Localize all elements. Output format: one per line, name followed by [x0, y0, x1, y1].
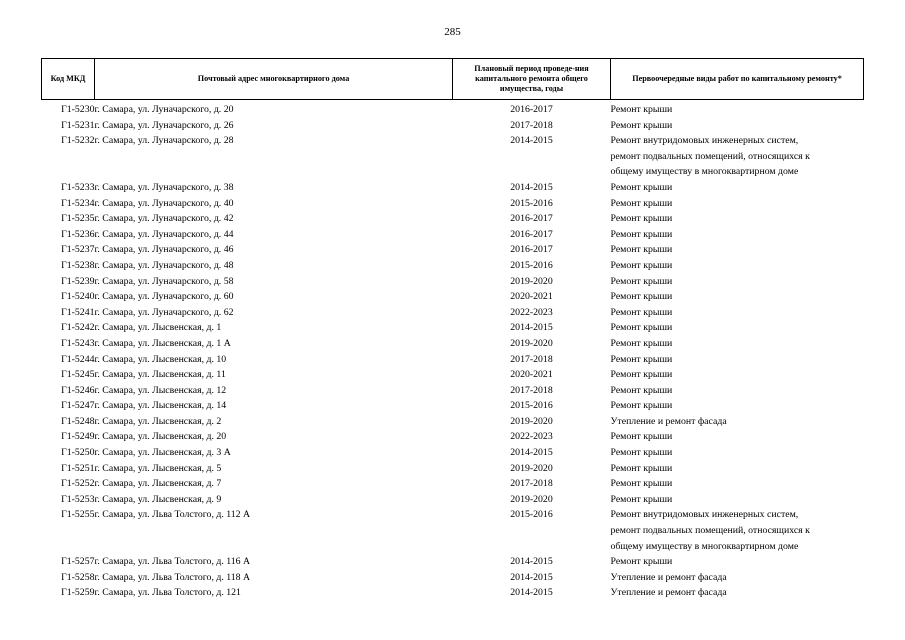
table-row	[42, 585, 864, 601]
work-line: Ремонт крыши	[610, 400, 673, 412]
row-period: 2014-2015	[510, 556, 553, 568]
row-code: Г1-5234	[61, 197, 95, 209]
row-period: 2014-2015	[510, 322, 553, 334]
work-line: ремонт подвальных помещений, относящихся к	[610, 525, 810, 537]
row-period: 2017-2018	[510, 384, 553, 396]
row-code: Г1-5236	[61, 228, 95, 240]
row-works	[611, 336, 864, 352]
row-code: Г1-5231	[61, 119, 95, 131]
work-line: общему имуществу в многоквартирном доме	[610, 166, 799, 178]
row-period: 2022-2023	[510, 306, 553, 318]
row-period: 2022-2023	[510, 431, 553, 443]
row-period: 2014-2015	[510, 135, 553, 147]
row-code: Г1-5238	[61, 259, 95, 271]
work-line: Ремонт крыши	[610, 259, 673, 271]
row-address: г. Самара, ул. Луначарского, д. 46	[94, 244, 234, 256]
row-period: 2015-2016	[510, 509, 553, 521]
table-row	[42, 100, 864, 118]
row-address: г. Самара, ул. Лысвенская, д. 3 А	[94, 447, 231, 459]
work-line: Ремонт внутридомовых инженерных систем,	[610, 135, 799, 147]
work-line: общему имуществу в многоквартирном доме	[610, 540, 799, 552]
row-works	[611, 352, 864, 368]
row-code: Г1-5259	[61, 587, 95, 599]
row-period: 2014-2015	[510, 571, 553, 583]
row-works	[611, 118, 864, 134]
work-line: Ремонт крыши	[610, 244, 673, 256]
work-line: Ремонт крыши	[610, 493, 673, 505]
row-period: 2016-2017	[510, 213, 553, 225]
row-code: Г1-5252	[61, 478, 95, 490]
row-code: Г1-5247	[61, 400, 95, 412]
row-address: г. Самара, ул. Лысвенская, д. 2	[94, 415, 222, 427]
table-row	[42, 414, 864, 430]
row-works	[611, 398, 864, 414]
row-works	[611, 414, 864, 430]
row-code: Г1-5243	[61, 337, 95, 349]
row-address: г. Самара, ул. Льва Толстого, д. 121	[94, 587, 241, 599]
row-code: Г1-5249	[61, 431, 95, 443]
work-line: Ремонт крыши	[610, 213, 673, 225]
work-line: Ремонт крыши	[610, 431, 673, 443]
work-line: Ремонт крыши	[610, 119, 673, 131]
work-line: Ремонт крыши	[610, 478, 673, 490]
table-row	[42, 476, 864, 492]
row-address: г. Самара, ул. Лысвенская, д. 1 А	[94, 337, 231, 349]
row-works	[611, 242, 864, 258]
header-period: Плановый период проведе-ния капитального ремонта общего имущества, годы	[453, 59, 611, 100]
row-code: Г1-5253	[61, 493, 95, 505]
row-code: Г1-5230	[61, 104, 95, 115]
row-works	[611, 554, 864, 570]
row-address: г. Самара, ул. Луначарского, д. 40	[94, 197, 234, 209]
row-works	[611, 507, 864, 554]
row-code: Г1-5251	[61, 462, 95, 474]
row-works	[611, 180, 864, 196]
row-works	[611, 585, 864, 601]
row-period: 2015-2016	[510, 197, 553, 209]
row-address: г. Самара, ул. Льва Толстого, д. 118 А	[94, 571, 251, 583]
row-period: 2016-2017	[510, 104, 553, 115]
row-works	[611, 211, 864, 227]
table-row	[42, 133, 864, 180]
header-address: Почтовый адрес многоквартирного дома	[95, 59, 453, 100]
work-line: Утепление и ремонт фасада	[610, 571, 727, 583]
table-row	[42, 492, 864, 508]
row-code: Г1-5239	[61, 275, 95, 287]
row-works	[611, 367, 864, 383]
work-line: Ремонт крыши	[610, 447, 673, 459]
row-works	[611, 570, 864, 586]
table-row	[42, 211, 864, 227]
row-address: г. Самара, ул. Луначарского, д. 20	[94, 104, 234, 115]
row-period: 2017-2018	[510, 119, 553, 131]
table-header-row	[42, 59, 864, 100]
table-row	[42, 227, 864, 243]
work-line: ремонт подвальных помещений, относящихся к	[610, 150, 810, 162]
table-row	[42, 445, 864, 461]
header-works: Первоочередные виды работ по капитальному ремонту*	[611, 59, 864, 100]
table-row	[42, 352, 864, 368]
row-works	[611, 492, 864, 508]
row-works	[611, 305, 864, 321]
table-row	[42, 242, 864, 258]
work-line: Утепление и ремонт фасада	[610, 587, 727, 599]
page-number: 285	[444, 26, 461, 38]
row-period: 2019-2020	[510, 493, 553, 505]
work-line: Ремонт крыши	[610, 275, 673, 287]
table-row	[42, 398, 864, 414]
table-row	[42, 118, 864, 134]
row-code: Г1-5235	[61, 213, 95, 225]
row-code: Г1-5257	[61, 556, 95, 568]
work-line: Ремонт крыши	[610, 369, 673, 381]
table-row	[42, 554, 864, 570]
table-row	[42, 258, 864, 274]
row-code: Г1-5255	[61, 509, 95, 521]
row-code: Г1-5244	[61, 353, 95, 365]
row-address: г. Самара, ул. Лысвенская, д. 14	[94, 400, 227, 412]
row-code: Г1-5237	[61, 244, 95, 256]
row-period: 2017-2018	[510, 353, 553, 365]
work-line: Ремонт крыши	[610, 181, 673, 193]
row-address: г. Самара, ул. Луначарского, д. 44	[94, 228, 234, 240]
row-works	[611, 320, 864, 336]
row-works	[611, 429, 864, 445]
row-code: Г1-5250	[61, 447, 95, 459]
table-row	[42, 320, 864, 336]
table-body	[42, 100, 864, 602]
row-period: 2017-2018	[510, 478, 553, 490]
row-period: 2015-2016	[510, 259, 553, 271]
row-address: г. Самара, ул. Луначарского, д. 60	[94, 291, 234, 303]
table-row	[42, 367, 864, 383]
row-address: г. Самара, ул. Лысвенская, д. 5	[94, 462, 222, 474]
row-address: г. Самара, ул. Лысвенская, д. 11	[94, 369, 226, 381]
row-period: 2020-2021	[510, 291, 553, 303]
table-row	[42, 429, 864, 445]
row-works	[611, 445, 864, 461]
row-address: г. Самара, ул. Лысвенская, д. 9	[94, 493, 222, 505]
row-works	[611, 196, 864, 212]
header-code: Код МКД	[42, 59, 95, 100]
row-address: г. Самара, ул. Лысвенская, д. 20	[94, 431, 227, 443]
work-line: Ремонт крыши	[610, 197, 673, 209]
work-line: Ремонт крыши	[610, 104, 673, 115]
row-works	[611, 289, 864, 305]
row-address: г. Самара, ул. Лысвенская, д. 10	[94, 353, 227, 365]
row-period: 2014-2015	[510, 447, 553, 459]
row-works	[611, 461, 864, 477]
row-works	[611, 133, 864, 180]
work-line: Утепление и ремонт фасада	[610, 415, 727, 427]
row-works	[611, 227, 864, 243]
row-code: Г1-5233	[61, 181, 95, 193]
work-line: Ремонт крыши	[610, 556, 673, 568]
row-address: г. Самара, ул. Льва Толстого, д. 116 А	[94, 556, 251, 568]
row-address: г. Самара, ул. Лысвенская, д. 7	[94, 478, 222, 490]
row-address: г. Самара, ул. Луначарского, д. 38	[94, 181, 234, 193]
table-row	[42, 336, 864, 352]
row-period: 2016-2017	[510, 228, 553, 240]
row-code: Г1-5248	[61, 415, 95, 427]
table-row	[42, 570, 864, 586]
row-address: г. Самара, ул. Лысвенская, д. 1	[94, 322, 222, 334]
row-code: Г1-5241	[61, 306, 95, 318]
row-period: 2016-2017	[510, 244, 553, 256]
row-address: г. Самара, ул. Луначарского, д. 58	[94, 275, 234, 287]
row-code: Г1-5258	[61, 571, 95, 583]
work-line: Ремонт внутридомовых инженерных систем,	[610, 509, 799, 521]
table-row	[42, 461, 864, 477]
work-line: Ремонт крыши	[610, 291, 673, 303]
row-period: 2015-2016	[510, 400, 553, 412]
work-line: Ремонт крыши	[610, 384, 673, 396]
table-row	[42, 305, 864, 321]
row-code: Г1-5232	[61, 135, 95, 147]
row-works	[611, 258, 864, 274]
table-row	[42, 507, 864, 554]
row-period: 2019-2020	[510, 415, 553, 427]
row-period: 2014-2015	[510, 181, 553, 193]
work-line: Ремонт крыши	[610, 306, 673, 318]
work-line: Ремонт крыши	[610, 337, 673, 349]
row-period: 2014-2015	[510, 587, 553, 599]
row-works	[611, 476, 864, 492]
table-row	[42, 180, 864, 196]
row-address: г. Самара, ул. Луначарского, д. 48	[94, 259, 234, 271]
row-period: 2019-2020	[510, 462, 553, 474]
work-line: Ремонт крыши	[610, 322, 673, 334]
row-address: г. Самара, ул. Льва Толстого, д. 112 А	[94, 509, 251, 521]
table-row	[42, 196, 864, 212]
repair-plan-table	[41, 58, 864, 601]
row-address: г. Самара, ул. Луначарского, д. 28	[94, 135, 234, 147]
row-code: Г1-5245	[61, 369, 95, 381]
row-period: 2019-2020	[510, 275, 553, 287]
row-period: 2019-2020	[510, 337, 553, 349]
row-code: Г1-5242	[61, 322, 95, 334]
row-works	[611, 383, 864, 399]
row-address: г. Самара, ул. Лысвенская, д. 12	[94, 384, 227, 396]
row-address: г. Самара, ул. Луначарского, д. 62	[94, 306, 234, 318]
row-code: Г1-5246	[61, 384, 95, 396]
table-row	[42, 383, 864, 399]
row-works	[611, 100, 864, 118]
work-line: Ремонт крыши	[610, 228, 673, 240]
work-line: Ремонт крыши	[610, 353, 673, 365]
row-code: Г1-5240	[61, 291, 95, 303]
table-row	[42, 274, 864, 290]
table-row	[42, 289, 864, 305]
row-address: г. Самара, ул. Луначарского, д. 42	[94, 213, 234, 225]
row-period: 2020-2021	[510, 369, 553, 381]
work-line: Ремонт крыши	[610, 462, 673, 474]
row-works	[611, 274, 864, 290]
row-address: г. Самара, ул. Луначарского, д. 26	[94, 119, 234, 131]
